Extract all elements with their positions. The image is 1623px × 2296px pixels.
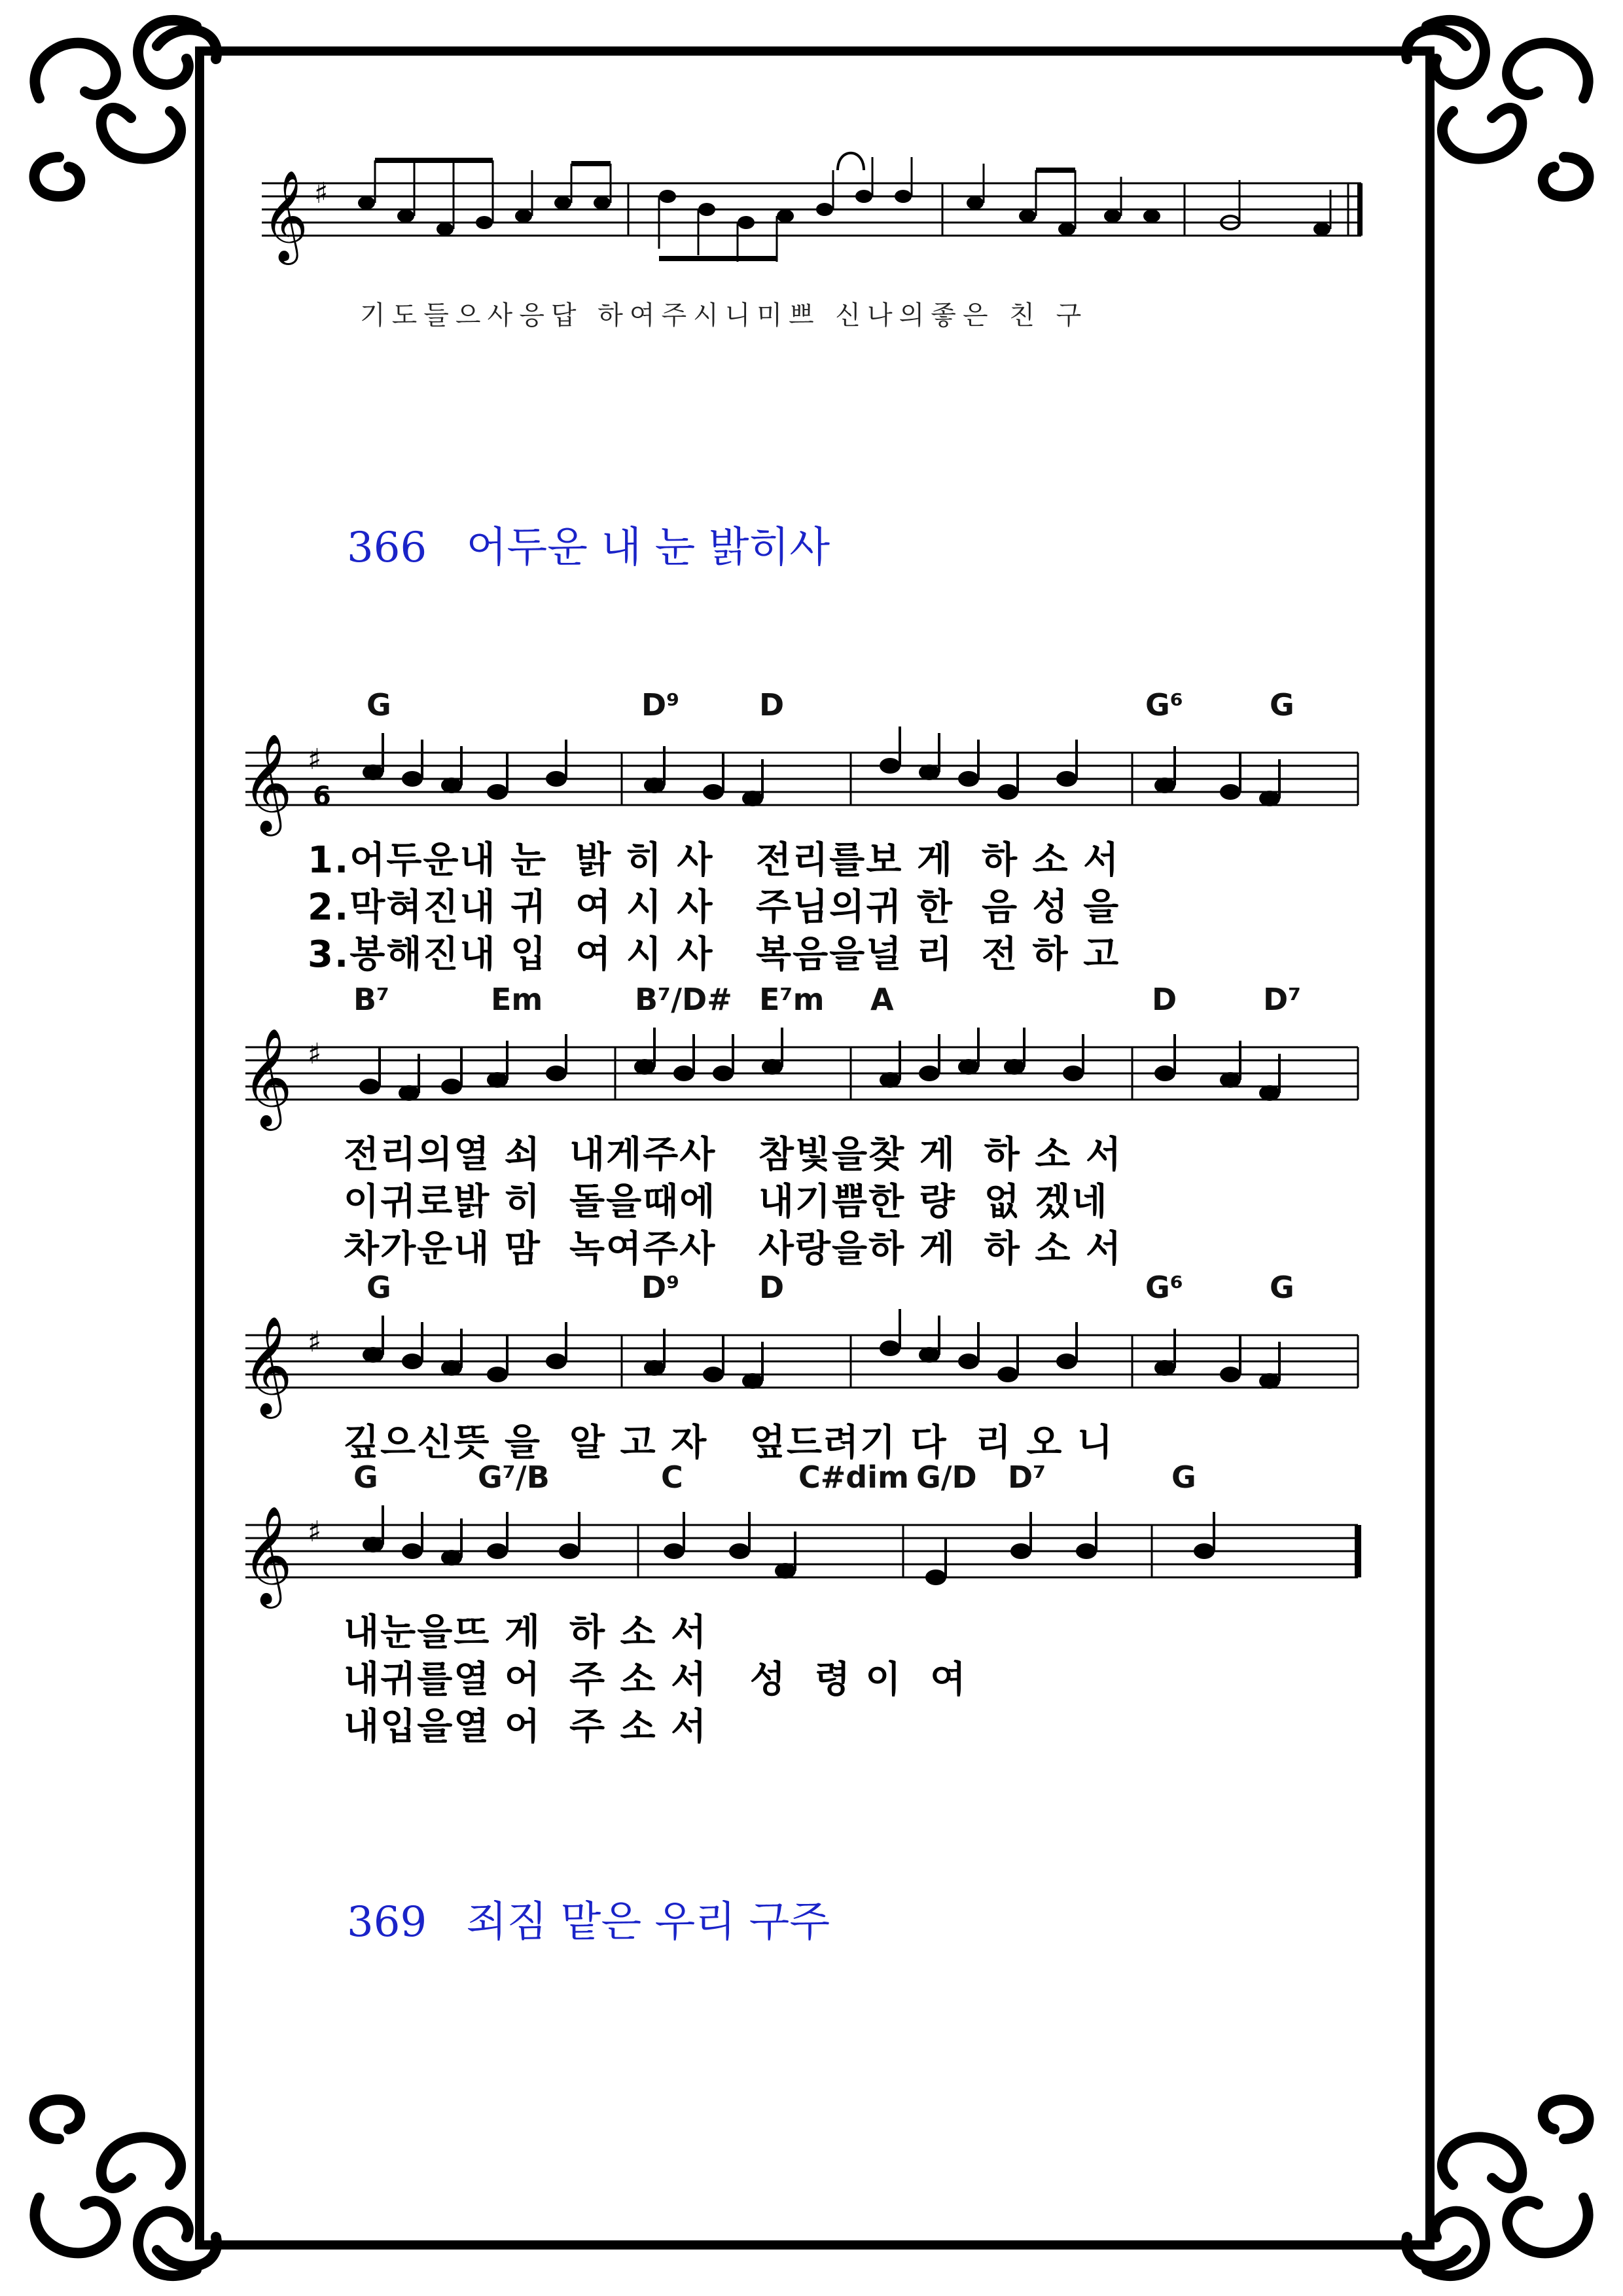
lyric-line: 전리의열 쇠 내게주사 참빛을찾 게 하 소 서 [344,1134,1123,1176]
note-head [1010,1543,1031,1559]
note-head [673,1066,694,1081]
note-head [1154,778,1175,793]
note-head [402,1543,423,1559]
key-signature-sharp-icon: ♯ [308,1325,322,1359]
note-head [880,1072,901,1088]
note-head [546,1354,567,1369]
hymn-title-366 [347,514,830,574]
note-head [363,1347,383,1363]
note-head [487,784,508,800]
note-head [1194,1543,1215,1559]
chord-symbol: D⁹ [641,1270,680,1305]
note-head [487,1367,508,1382]
treble-clef-icon: 𝄞 [262,170,308,261]
hymn-number: 366 [347,524,427,572]
chord-symbol: G [366,1270,391,1305]
lyric-line: 내입을열 어 주 소 서 [344,1706,708,1748]
chord-symbol: D [1152,982,1177,1017]
chord-symbol: D⁷ [1008,1460,1046,1495]
note-head [958,771,979,787]
key-signature-sharp-icon: ♯ [308,1515,322,1549]
note-head [1154,1066,1175,1081]
note-head [1220,1072,1241,1088]
note-head [487,1072,508,1088]
note-head [664,1543,685,1559]
lyric-line: 3.봉해진내 입 여 시 사 복음을널 리 전 하 고 [308,933,1120,976]
note-head [363,1537,383,1552]
note-head [958,1059,979,1075]
key-signature-sharp-icon: ♯ [308,1037,322,1071]
note-head [742,1373,763,1389]
note-head [775,1563,796,1579]
note-head [546,1066,567,1081]
lyric-line: 깊으신뜻 을 알 고 자 엎드려기 다 리 오 니 [344,1422,1114,1464]
note-head [762,1059,783,1075]
chord-symbol: C#dim [798,1460,909,1495]
lyric-line: 내눈을뜨 게 하 소 서 [344,1611,708,1654]
music-staff [0,1296,1623,1427]
note-head [880,1340,901,1356]
note-head [402,1354,423,1369]
note-head [399,1085,419,1101]
lyric-line: 차가운내 맘 녹여주사 사랑을하 게 하 소 서 [344,1228,1123,1270]
chord-symbol: G [366,687,391,723]
note-head [703,1367,724,1382]
chord-symbol: G/D [916,1460,977,1495]
note-head [919,1347,940,1363]
lyric-line: 2.막혀진내 귀 여 시 사 주님의귀 한 음 성 을 [308,886,1120,929]
chord-symbol: E⁷m [759,982,825,1017]
note-head [644,778,665,793]
note-head [441,1360,462,1376]
note-head [1259,1085,1280,1101]
note-head [925,1570,946,1585]
hymn-title-369 [347,1888,830,1948]
key-signature-sharp-icon: ♯ [308,743,322,776]
music-staff [0,1486,1623,1617]
hymn-title: 어두운 내 눈 밝히사 [466,524,830,572]
chord-symbol: G [353,1460,378,1495]
note-head [402,771,423,787]
svg-text:♯: ♯ [314,177,329,210]
note-head [1063,1066,1084,1081]
chord-symbol: G⁶ [1145,1270,1183,1305]
note-head [441,1550,462,1566]
note-head [742,791,763,806]
chord-symbol: A [870,982,894,1017]
hymn-title: 죄짐 맡은 우리 구주 [466,1898,830,1946]
note-head [997,1367,1018,1382]
chord-symbol: Em [491,982,543,1017]
note-head [359,1079,380,1094]
lyric-line: 1.어두운내 눈 밝 히 사 전리를보 게 하 소 서 [308,839,1120,882]
note-head [559,1543,580,1559]
chord-symbol: D⁹ [641,687,680,723]
note-head [1259,791,1280,806]
music-staff [249,151,1374,288]
lyric-line: 이귀로밝 히 돌을때에 내기쁨한 량 없 겠네 [344,1181,1109,1223]
chord-symbol: D [759,687,785,723]
chord-symbol: G [1171,1460,1196,1495]
note-head [1056,1354,1077,1369]
treble-clef-icon: 𝄞 [242,732,293,832]
note-head [997,784,1018,800]
note-head [729,1543,750,1559]
lyric-line: 내귀를열 어 주 소 서 성 령 이 여 [344,1659,967,1701]
music-staff [0,1008,1623,1139]
note-head [1220,784,1241,800]
note-head [1056,771,1077,787]
note-head [441,1079,462,1094]
score-system [0,1460,1623,1748]
treble-clef-icon: 𝄞 [242,1505,293,1604]
score-system [0,687,1623,976]
chord-symbol: D⁷ [1263,982,1302,1017]
chord-symbol: G [1270,1270,1294,1305]
top-fragment-lyric: 기도들으사응답 하여주시니미쁘 신나의좋은 친 구 [360,300,1088,331]
treble-clef-icon: 𝄞 [242,1315,293,1414]
note-head [1259,1373,1280,1389]
chord-symbol: C [661,1460,683,1495]
note-head [441,778,462,793]
top-score-fragment [249,151,1374,331]
chord-symbol: D [759,1270,785,1305]
note-head [713,1066,734,1081]
chord-symbol: B⁷ [353,982,390,1017]
chord-symbol: G⁶ [1145,687,1183,723]
corner-ornament-icon [35,20,217,196]
note-head [1154,1360,1175,1376]
note-head [634,1059,655,1075]
treble-clef-icon: 𝄞 [242,1027,293,1126]
note-head [1004,1059,1025,1075]
note-head [703,784,724,800]
music-staff [0,713,1623,844]
note-head [644,1360,665,1376]
note-head [919,1066,940,1081]
hymn-number: 369 [347,1898,427,1946]
chord-symbol: G⁷/B [478,1460,550,1495]
time-signature-icon: 6 [313,781,331,812]
note-head [919,764,940,780]
note-head [958,1354,979,1369]
chord-symbol: B⁷/D# [635,982,732,1017]
note-head [363,764,383,780]
note-head [487,1543,508,1559]
note-head [880,758,901,774]
score-system [0,982,1623,1270]
note-head [1076,1543,1097,1559]
chord-symbol: G [1270,687,1294,723]
note-head [1220,1367,1241,1382]
note-head [546,771,567,787]
